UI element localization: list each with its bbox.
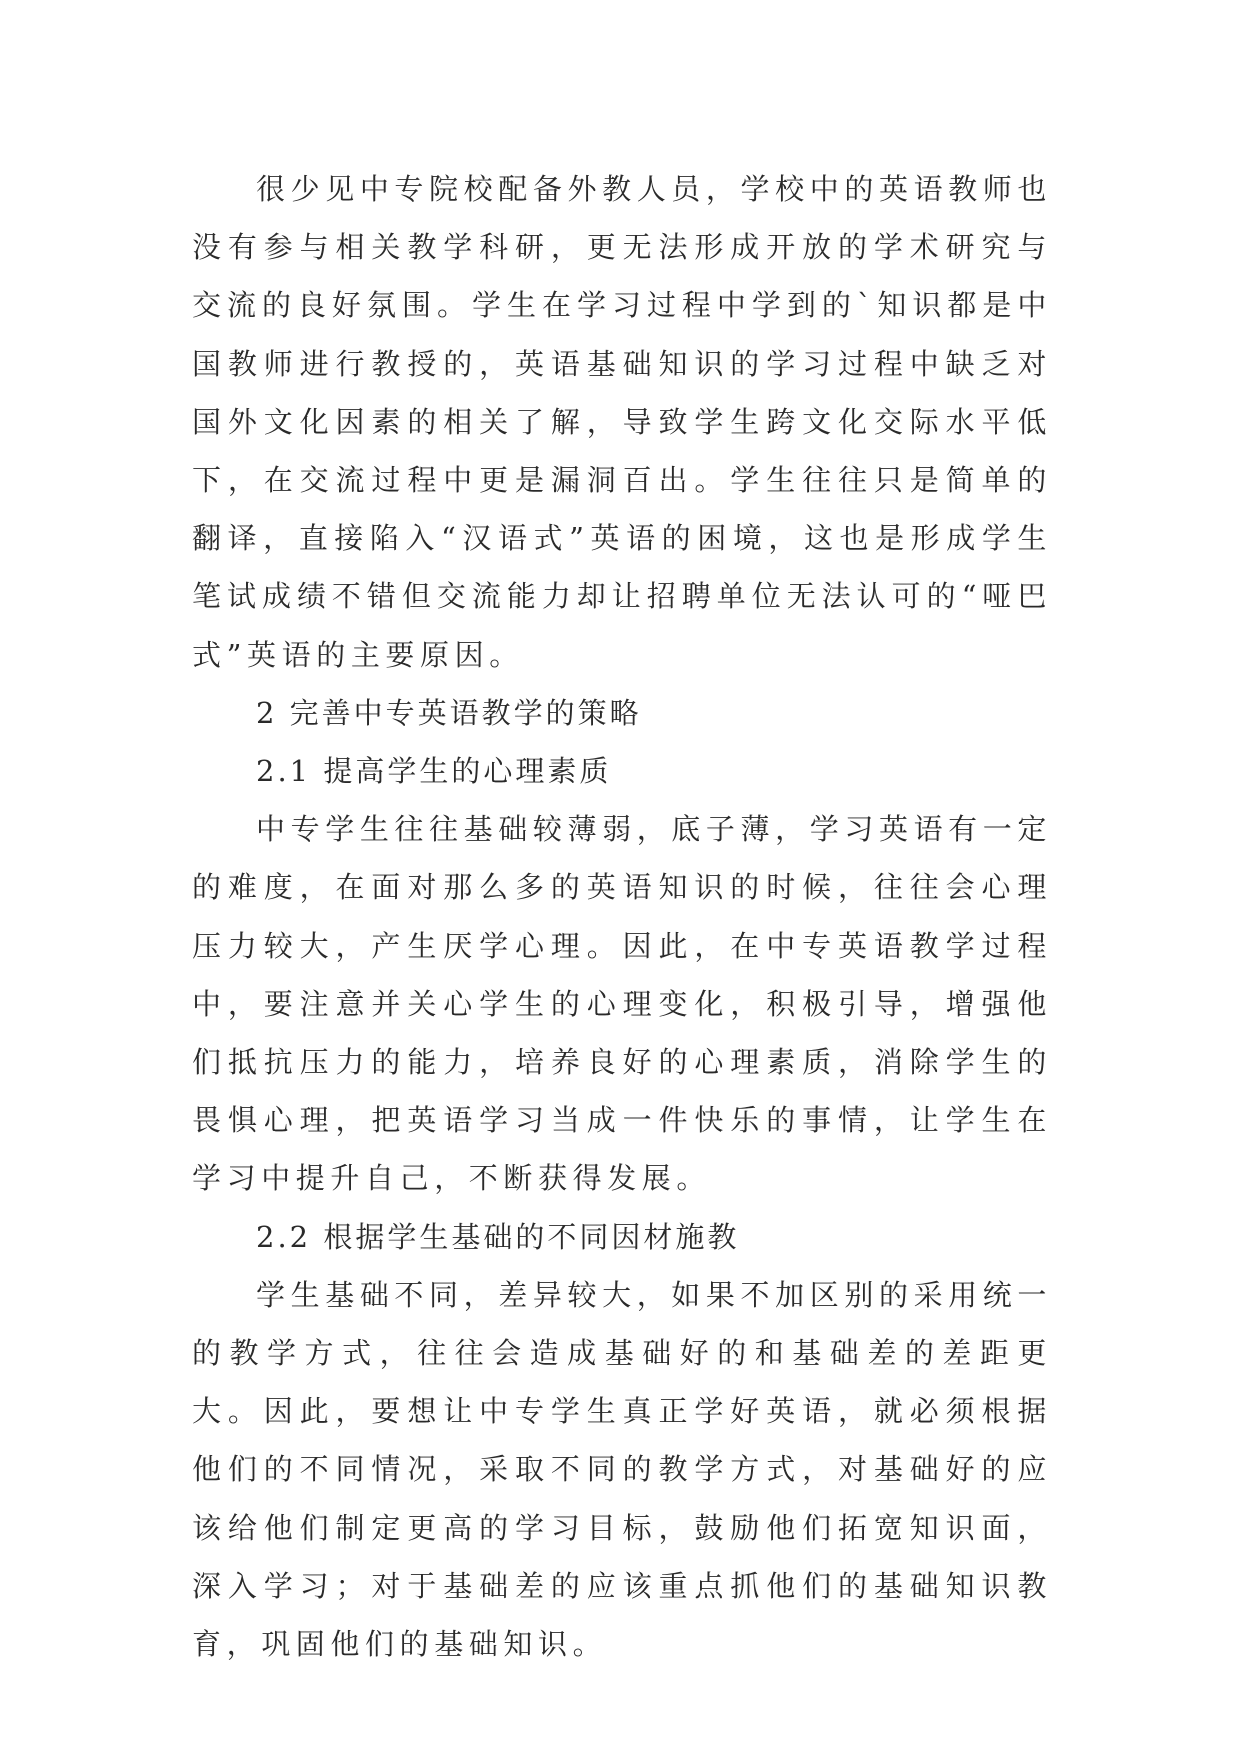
subsection-heading-2-1: 2.1 提高学生的心理素质	[256, 754, 612, 789]
document-body	[192, 160, 1052, 1673]
body-paragraph-2: 中专学生往往基础较薄弱，底子薄，学习英语有一定的难度，在面对那么多的英语知识的时候，往往会心理压力较大，产生厌学心理。因此，在中专英语教学过程中，要注意并关心学生的心理变化，积极引导，增强他们抵抗压力的能力，培养良好的心理素质，消除学生的畏惧心理，把英语学习当成一件快乐的事情，让学生在学习中提升自己，不断获得发展。	[192, 812, 1052, 1196]
body-paragraph-1: 很少见中专院校配备外教人员，学校中的英语教师也没有参与相关教学科研，更无法形成开放的学术研究与交流的良好氛围。学生在学习过程中学到的`知识都是中国教师进行教授的，英语基础知识的学习过程中缺乏对国外文化因素的相关了解，导致学生跨文化交际水平低下，在交流过程中更是漏洞百出。学生往往只是简单的翻译，直接陷入“汉语式”英语的困境，这也是形成学生笔试成绩不错但交流能力却让招聘单位无法认可的“哑巴式”英语的主要原因。	[192, 172, 1052, 672]
subsection-heading-2-2: 2.2 根据学生基础的不同因材施教	[256, 1219, 740, 1254]
section-heading-2: 2 完善中专英语教学的策略	[256, 695, 642, 730]
body-paragraph-3: 学生基础不同，差异较大，如果不加区别的采用统一的教学方式，往往会造成基础好的和基础差的差距更大。因此，要想让中专学生真正学好英语，就必须根据他们的不同情况，采取不同的教学方式，对基础好的应该给他们制定更高的学习目标，鼓励他们拓宽知识面，深入学习；对于基础差的应该重点抓他们的基础知识教育，巩固他们的基础知识。	[192, 1277, 1052, 1662]
